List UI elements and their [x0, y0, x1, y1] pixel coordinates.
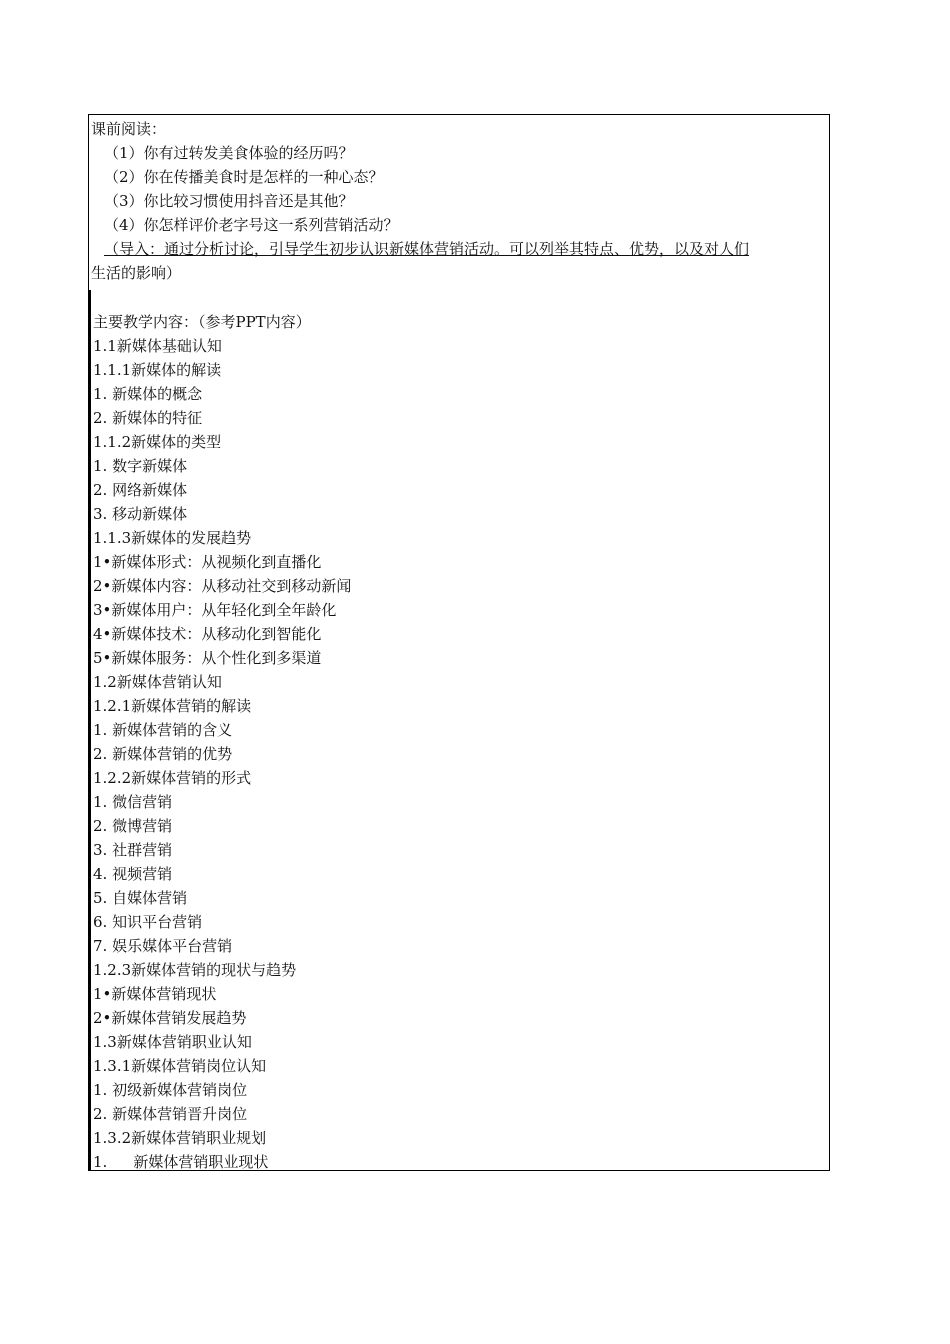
pre-class-title: 课前阅读： — [91, 120, 167, 138]
pre-class-reading-section — [89, 115, 829, 290]
content-line: 1.1.3新媒体的发展趋势 — [93, 529, 252, 547]
content-line: 1.2新媒体营销认知 — [93, 673, 222, 691]
main-teaching-content-section — [89, 290, 829, 1170]
last-line-text: 新媒体营销职业现状 — [133, 1153, 269, 1171]
content-line: 1. 新媒体的概念 — [93, 385, 203, 403]
question-item: （4）你怎样评价老字号这一系列营销活动？ — [104, 216, 399, 234]
content-line: 2. 微博营销 — [93, 817, 173, 835]
content-line: 1.1.1新媒体的解读 — [93, 361, 222, 379]
content-line: 1. 初级新媒体营销岗位 — [93, 1081, 248, 1099]
content-line: 3. 社群营销 — [93, 841, 173, 859]
content-line: 1. 新媒体营销的含义 — [93, 721, 233, 739]
main-content-title: 主要教学内容：（参考PPT内容） — [93, 313, 311, 331]
guide-note-line1: （导入：通过分析讨论，引导学生初步认识新媒体营销活动。可以列举其特点、优势，以及对人们 — [104, 240, 750, 258]
content-line: 5. 自媒体营销 — [93, 889, 188, 907]
last-line-number: 1. — [93, 1153, 108, 1171]
content-line: 3•新媒体用户：从年轻化到全年龄化 — [93, 601, 337, 619]
content-line: 1. 微信营销 — [93, 793, 173, 811]
content-line: 2•新媒体营销发展趋势 — [93, 1009, 247, 1027]
content-line: 1.1新媒体基础认知 — [93, 337, 222, 355]
guide-note-line2: 生活的影响） — [91, 264, 182, 282]
content-line: 1.3.2新媒体营销职业规划 — [93, 1129, 267, 1147]
content-line: 2. 新媒体营销晋升岗位 — [93, 1105, 248, 1123]
content-line: 1.3新媒体营销职业认知 — [93, 1033, 252, 1051]
content-line: 7. 娱乐媒体平台营销 — [93, 937, 233, 955]
content-line: 1. 数字新媒体 — [93, 457, 188, 475]
content-line: 1.2.2新媒体营销的形式 — [93, 769, 252, 787]
content-line: 2. 新媒体营销的优势 — [93, 745, 233, 763]
content-line: 4•新媒体技术：从移动化到智能化 — [93, 625, 322, 643]
lesson-table — [88, 114, 830, 1171]
content-line: 6. 知识平台营销 — [93, 913, 203, 931]
content-line: 3. 移动新媒体 — [93, 505, 188, 523]
content-line: 2. 新媒体的特征 — [93, 409, 203, 427]
question-item: （3）你比较习惯使用抖音还是其他？ — [104, 192, 354, 210]
content-line: 1.2.1新媒体营销的解读 — [93, 697, 252, 715]
content-line: 1.1.2新媒体的类型 — [93, 433, 222, 451]
content-line-last — [93, 1150, 268, 1174]
content-line: 2•新媒体内容：从移动社交到移动新闻 — [93, 577, 352, 595]
question-item: （1）你有过转发美食体验的经历吗？ — [104, 144, 354, 162]
content-line: 2. 网络新媒体 — [93, 481, 188, 499]
content-line: 1•新媒体形式：从视频化到直播化 — [93, 553, 322, 571]
question-item: （2）你在传播美食时是怎样的一种心态？ — [104, 168, 384, 186]
content-line: 1.2.3新媒体营销的现状与趋势 — [93, 961, 297, 979]
content-line: 1•新媒体营销现状 — [93, 985, 217, 1003]
content-line: 4. 视频营销 — [93, 865, 173, 883]
content-line: 5•新媒体服务：从个性化到多渠道 — [93, 649, 322, 667]
content-line: 1.3.1新媒体营销岗位认知 — [93, 1057, 267, 1075]
